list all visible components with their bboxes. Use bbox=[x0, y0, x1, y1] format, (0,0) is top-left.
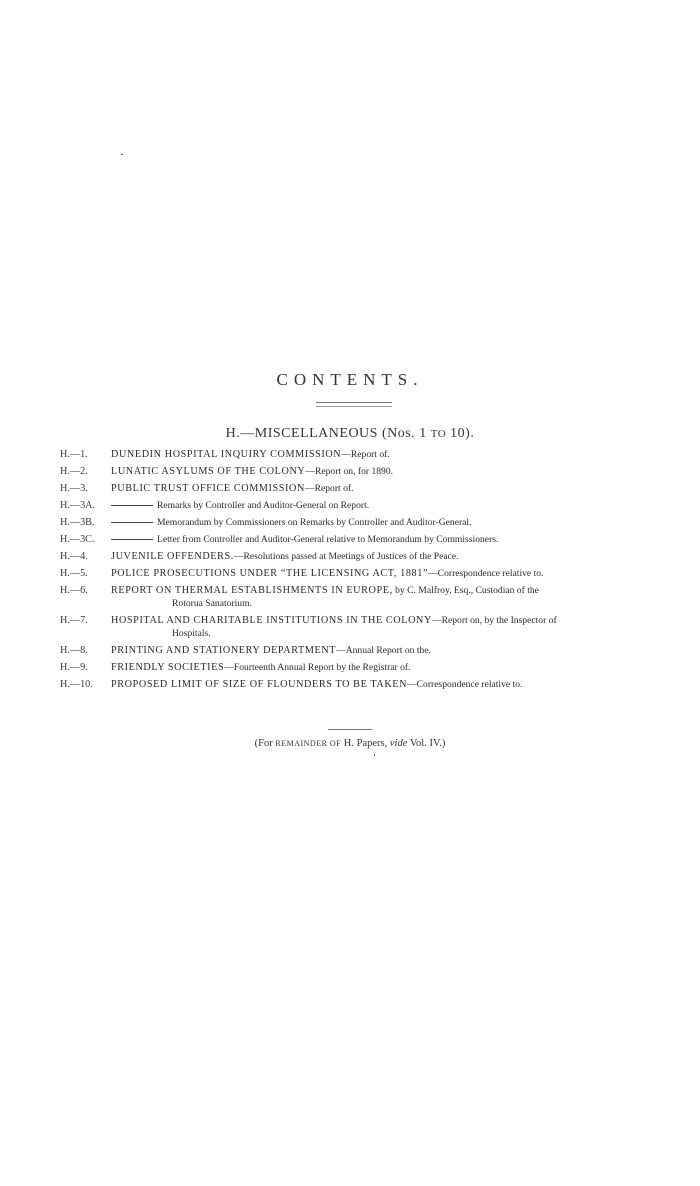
ink-speck bbox=[121, 154, 123, 155]
entry-continuation: Hospitals. bbox=[172, 628, 211, 639]
contents-entry bbox=[60, 661, 690, 674]
entry-code: H.—8. bbox=[60, 645, 88, 656]
contents-entry bbox=[60, 678, 690, 691]
entry-title: FRIENDLY SOCIETIES bbox=[111, 662, 225, 673]
entry-title: POLICE PROSECUTIONS UNDER “THE LICENSING ACT, 1881” bbox=[111, 568, 429, 579]
entry-code: H.—1. bbox=[60, 449, 88, 460]
subheading-nos: Nos. bbox=[387, 426, 416, 441]
footer-rule bbox=[328, 729, 372, 730]
entry-text bbox=[111, 678, 690, 691]
subheading-range-start: 1 bbox=[419, 426, 427, 441]
entry-code: H.—4. bbox=[60, 551, 88, 562]
contents-heading: CONTENTS. bbox=[276, 370, 424, 389]
entry-text bbox=[111, 465, 690, 478]
entry-code: H.—3. bbox=[60, 483, 88, 494]
heading-rule bbox=[316, 402, 392, 407]
entry-code: H.—6. bbox=[60, 585, 88, 596]
entry-title: PUBLIC TRUST OFFICE COMMISSION bbox=[111, 483, 305, 494]
footer-vol: Vol. bbox=[409, 738, 427, 749]
entry-text bbox=[111, 550, 690, 563]
footer-vide: vide bbox=[389, 738, 408, 749]
entry-title: REPORT ON THERMAL ESTABLISHMENTS IN EUROPE, bbox=[111, 585, 393, 596]
entry-code: H.—9. bbox=[60, 662, 88, 673]
entry-continuation: Rotorua Sanatorium. bbox=[172, 598, 252, 609]
entry-description: —Annual Report on the. bbox=[336, 645, 431, 656]
subheading-to: TO bbox=[430, 428, 447, 440]
footer-note bbox=[0, 738, 700, 749]
subheading-range-end: 10). bbox=[450, 426, 475, 441]
footer-h: H. bbox=[343, 738, 354, 749]
entry-description: —Report on, by the Inspector of bbox=[431, 615, 557, 626]
entry-text bbox=[111, 516, 690, 529]
contents-entry bbox=[60, 550, 690, 563]
entry-text bbox=[111, 499, 690, 512]
contents-entry bbox=[60, 614, 690, 640]
entry-title: LUNATIC ASYLUMS OF THE COLONY bbox=[111, 466, 306, 477]
entry-title: PROPOSED LIMIT OF SIZE OF FLOUNDERS TO BE TAKEN bbox=[111, 679, 408, 690]
entry-code: H.—10. bbox=[60, 679, 93, 690]
footer-papers: Papers, bbox=[356, 738, 388, 749]
entry-description: —Report of. bbox=[304, 483, 354, 494]
entry-description: —Correspondence relative to. bbox=[428, 568, 544, 579]
entry-code: H.—3B. bbox=[60, 517, 95, 528]
contents-entry bbox=[60, 482, 690, 495]
entry-description: —Fourteenth Annual Report by the Registrar of. bbox=[224, 662, 411, 673]
contents-entry bbox=[60, 644, 690, 657]
entry-text bbox=[111, 661, 690, 674]
entry-description: Letter from Controller and Auditor-General relative to Memorandum by Commissioners. bbox=[157, 534, 499, 545]
entry-title: DUNEDIN HOSPITAL INQUIRY COMMISSION bbox=[111, 449, 342, 460]
entry-code: H.—2. bbox=[60, 466, 88, 477]
entry-title: PRINTING AND STATIONERY DEPARTMENT bbox=[111, 645, 337, 656]
entry-text bbox=[111, 584, 690, 610]
footer-remainder: REMAINDER OF bbox=[275, 739, 342, 748]
contents-entry bbox=[60, 499, 690, 512]
ditto-dash bbox=[111, 522, 153, 523]
entry-text bbox=[111, 448, 690, 461]
entry-text bbox=[111, 614, 690, 640]
entry-code: H.—3A. bbox=[60, 500, 96, 511]
entry-description: by C. Malfroy, Esq., Custodian of the bbox=[392, 585, 539, 596]
ditto-dash bbox=[111, 505, 153, 506]
footer-vol-number: IV.) bbox=[429, 738, 446, 749]
entry-description: Memorandum by Commissioners on Remarks by Controller and Auditor-General. bbox=[157, 517, 472, 528]
entry-description: —Correspondence relative to. bbox=[407, 679, 523, 690]
contents-entry bbox=[60, 516, 690, 529]
entry-code: H.—5. bbox=[60, 568, 88, 579]
entry-description: Remarks by Controller and Auditor-General on Report. bbox=[157, 500, 370, 511]
entry-title: JUVENILE OFFENDERS. bbox=[111, 551, 234, 562]
entry-text bbox=[111, 644, 690, 657]
entry-title: HOSPITAL AND CHARITABLE INSTITUTIONS IN THE COLONY bbox=[111, 615, 432, 626]
subheading-main: H.—MISCELLANEOUS ( bbox=[225, 426, 388, 441]
entry-text bbox=[111, 482, 690, 495]
entry-code: H.—3C. bbox=[60, 534, 95, 545]
contents-entry bbox=[60, 448, 690, 461]
contents-entry bbox=[60, 584, 690, 610]
section-subheading bbox=[0, 426, 700, 442]
entry-description: —Resolutions passed at Meetings of Justices of the Peace. bbox=[233, 551, 459, 562]
contents-list bbox=[60, 448, 690, 695]
contents-entry bbox=[60, 533, 690, 546]
entry-code: H.—7. bbox=[60, 615, 88, 626]
entry-text bbox=[111, 567, 690, 580]
entry-text bbox=[111, 533, 690, 546]
entry-description: —Report of. bbox=[341, 449, 390, 460]
contents-entry bbox=[60, 567, 690, 580]
footer-open: (For bbox=[254, 738, 273, 749]
ditto-dash bbox=[111, 539, 153, 540]
entry-description: —Report on, for 1890. bbox=[305, 466, 394, 477]
ink-speck bbox=[374, 754, 375, 756]
contents-entry bbox=[60, 465, 690, 478]
